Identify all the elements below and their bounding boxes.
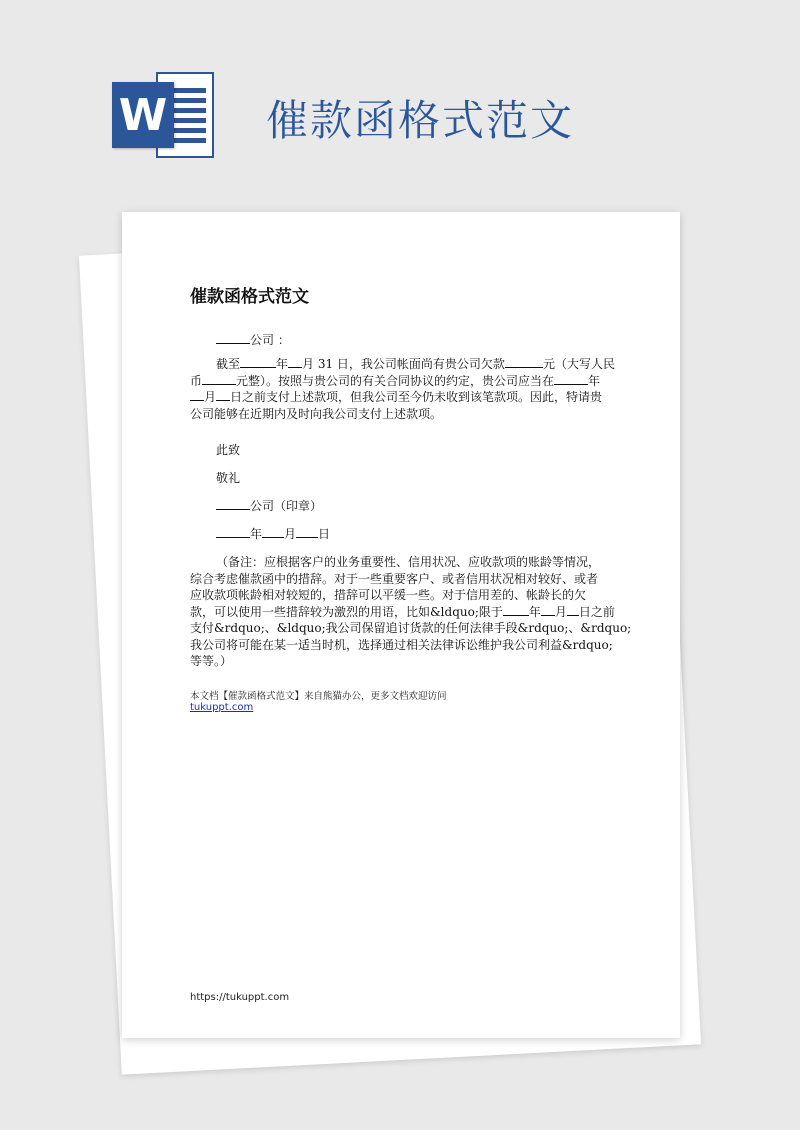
banner-title: 催款函格式范文 [266,96,575,145]
source-note: 本文档【催款函格式范文】来自熊猫办公，更多文档欢迎访问 [190,691,447,702]
word-icon [112,72,216,158]
note-line-6: 我公司将可能在某一适当时机，选择通过相关法律诉讼维护我公司利益&rdquo; [190,637,613,652]
note-line-7: 等等。） [190,654,233,668]
body-line-2: 币 元整）。按照与贵公司的有关合同协议的约定，贵公司应当在 年 [190,373,601,388]
document-page [122,212,680,1038]
closing-cizhi: 此致 [216,443,241,457]
salutation [190,332,646,349]
signature-line [190,498,646,515]
body-line-1: 截至 年 月 31 日，我公司帐面尚有贵公司欠款 元（大写人民 [216,357,615,371]
signature-text: 公司（印章） [250,499,323,513]
banner [0,0,800,200]
source-link[interactable]: tukuppt.com [190,702,254,713]
salutation-text: 公司 ： [250,333,290,347]
document-title: 催款函格式范文 [190,287,309,307]
body-paragraph [190,356,620,422]
bottom-url: https://tukuppt.com [190,992,290,1003]
note-line-4: 款，可以使用一些措辞较为激烈的用语，比如&ldquo;限于 年 月 日之前 [190,604,615,619]
note-line-1: （备注：应根据客户的业务重要性、信用状况、应收款项的账龄等情况， [216,555,601,569]
date-line: 年 月 日 [190,526,646,543]
body-line-4: 公司能够在近期内及时向我公司支付上述款项。 [190,406,443,421]
note-line-5: 支付&rdquo;、&ldquo;我公司保留追讨货款的任何法律手段&rdquo;、&rdquo; [190,621,632,635]
word-icon-letter: W [112,82,174,148]
note-line-3: 应收款项帐龄相对较短的，措辞可以平缓一些。对于信用差的、帐龄长的欠 [190,588,587,602]
note-paragraph [190,554,632,670]
note-line-2: 综合考虑催款函中的措辞。对于一些重要客户、或者信用状况相对较好、或者 [190,571,599,586]
body-line-3: 月 日之前支付上述款项，但我公司至今仍未收到该笔款项。因此，特请贵 [190,389,620,406]
salutation-blank [216,332,250,344]
closing-jingli: 敬礼 [216,471,241,485]
